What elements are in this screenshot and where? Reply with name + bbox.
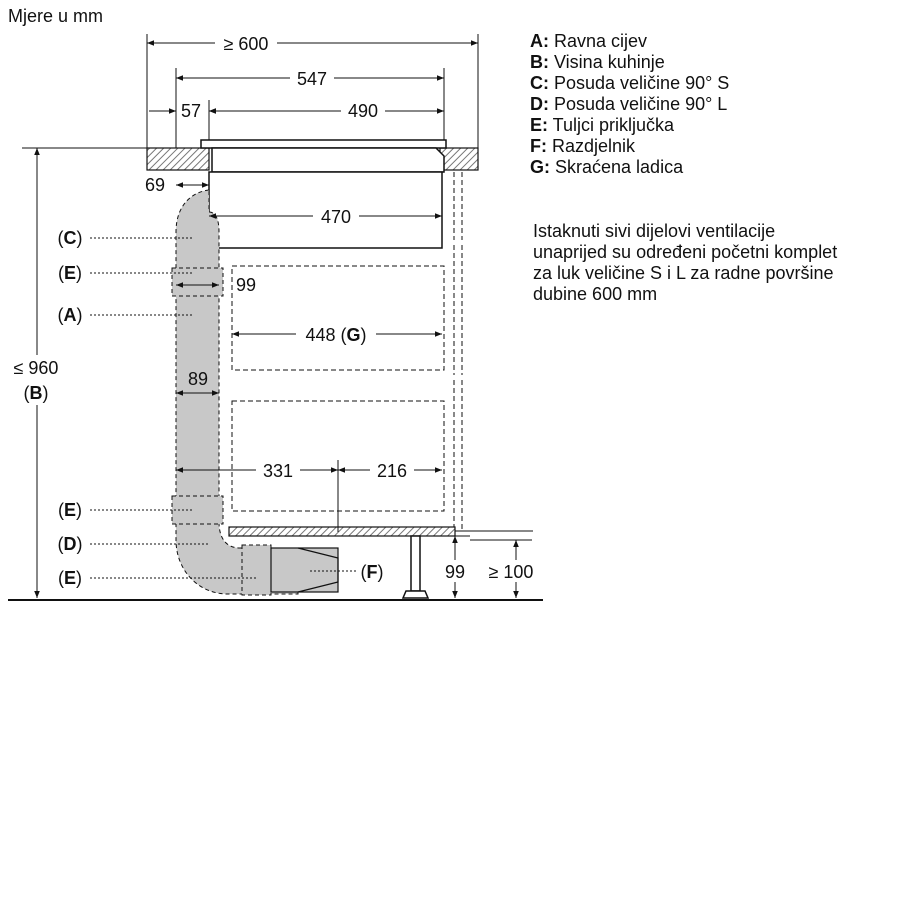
svg-text:(C): (C) bbox=[57, 228, 83, 248]
sleeve-E1 bbox=[172, 268, 223, 296]
dim-100-label: ≥ 100 bbox=[488, 562, 534, 582]
legend-key: D: bbox=[530, 94, 549, 114]
cabinet-base bbox=[229, 527, 455, 536]
dim-99b-label: 99 bbox=[444, 562, 466, 582]
note-line: Istaknuti sivi dijelovi ventilacije bbox=[533, 221, 776, 241]
dim-448-label: 448 (G) bbox=[305, 325, 367, 345]
svg-text:(A): (A) bbox=[57, 305, 83, 325]
legend-text: Skraćena ladica bbox=[550, 157, 684, 177]
hob-body bbox=[212, 148, 444, 172]
legend-key: A: bbox=[530, 31, 549, 51]
worktop-right bbox=[440, 148, 478, 170]
legend-key: G: bbox=[530, 157, 550, 177]
sleeve-E3 bbox=[242, 545, 271, 595]
hob-glass bbox=[201, 140, 446, 148]
dim-470-label: 470 bbox=[320, 207, 352, 227]
dim-69-label: 69 bbox=[144, 175, 166, 195]
legend-key: B: bbox=[530, 52, 549, 72]
legend-text: Tuljci priključka bbox=[548, 115, 675, 135]
svg-text:(F): (F) bbox=[360, 562, 384, 582]
dim-960-label: ≤ 960 bbox=[13, 358, 59, 378]
legend bbox=[530, 31, 729, 178]
distributor-F bbox=[271, 548, 338, 592]
legend-text: Razdjelnik bbox=[547, 136, 636, 156]
dim-89-label: 89 bbox=[187, 369, 209, 389]
caption: Mjere u mm bbox=[8, 6, 104, 26]
svg-text:(E): (E) bbox=[57, 568, 83, 588]
legend-text: Visina kuhinje bbox=[549, 52, 665, 72]
ventilation-note bbox=[533, 221, 898, 305]
dim-490-label: 490 bbox=[347, 101, 379, 121]
svg-text:(E): (E) bbox=[57, 263, 83, 283]
legend-item bbox=[530, 94, 729, 115]
legend-text: Posuda veličine 90° L bbox=[549, 94, 728, 114]
note-line: za luk veličine S i L za radne površine bbox=[533, 263, 834, 283]
legend-key: E: bbox=[530, 115, 548, 135]
note-line: unaprijed su određeni početni komplet bbox=[533, 242, 838, 262]
worktop-left bbox=[147, 148, 209, 170]
legend-item bbox=[530, 73, 729, 94]
legend-text: Ravna cijev bbox=[549, 31, 648, 51]
svg-text:(D): (D) bbox=[57, 534, 83, 554]
legend-item bbox=[530, 115, 729, 136]
legend-item bbox=[530, 52, 729, 73]
plinth-foot bbox=[403, 591, 428, 598]
dim-600-label: ≥ 600 bbox=[223, 34, 269, 54]
legend-item bbox=[530, 136, 729, 157]
dim-331-label: 331 bbox=[262, 461, 294, 481]
dim-57-label: 57 bbox=[180, 101, 202, 121]
callout-A bbox=[58, 305, 195, 325]
dim-99a-label: 99 bbox=[235, 275, 257, 295]
legend-key: F: bbox=[530, 136, 547, 156]
legend-text: Posuda veličine 90° S bbox=[549, 73, 730, 93]
legend-item bbox=[530, 31, 729, 52]
legend-key: C: bbox=[530, 73, 549, 93]
legend-item bbox=[530, 157, 729, 178]
dim-216-label: 216 bbox=[376, 461, 408, 481]
dim-547-label: 547 bbox=[296, 69, 328, 89]
note-line: dubine 600 mm bbox=[533, 284, 658, 304]
plinth-leg bbox=[411, 536, 420, 591]
svg-text:(E): (E) bbox=[57, 500, 83, 520]
callout-C bbox=[58, 228, 195, 248]
dim-960-key: (B) bbox=[23, 383, 49, 403]
drawer-shortened bbox=[232, 266, 444, 370]
